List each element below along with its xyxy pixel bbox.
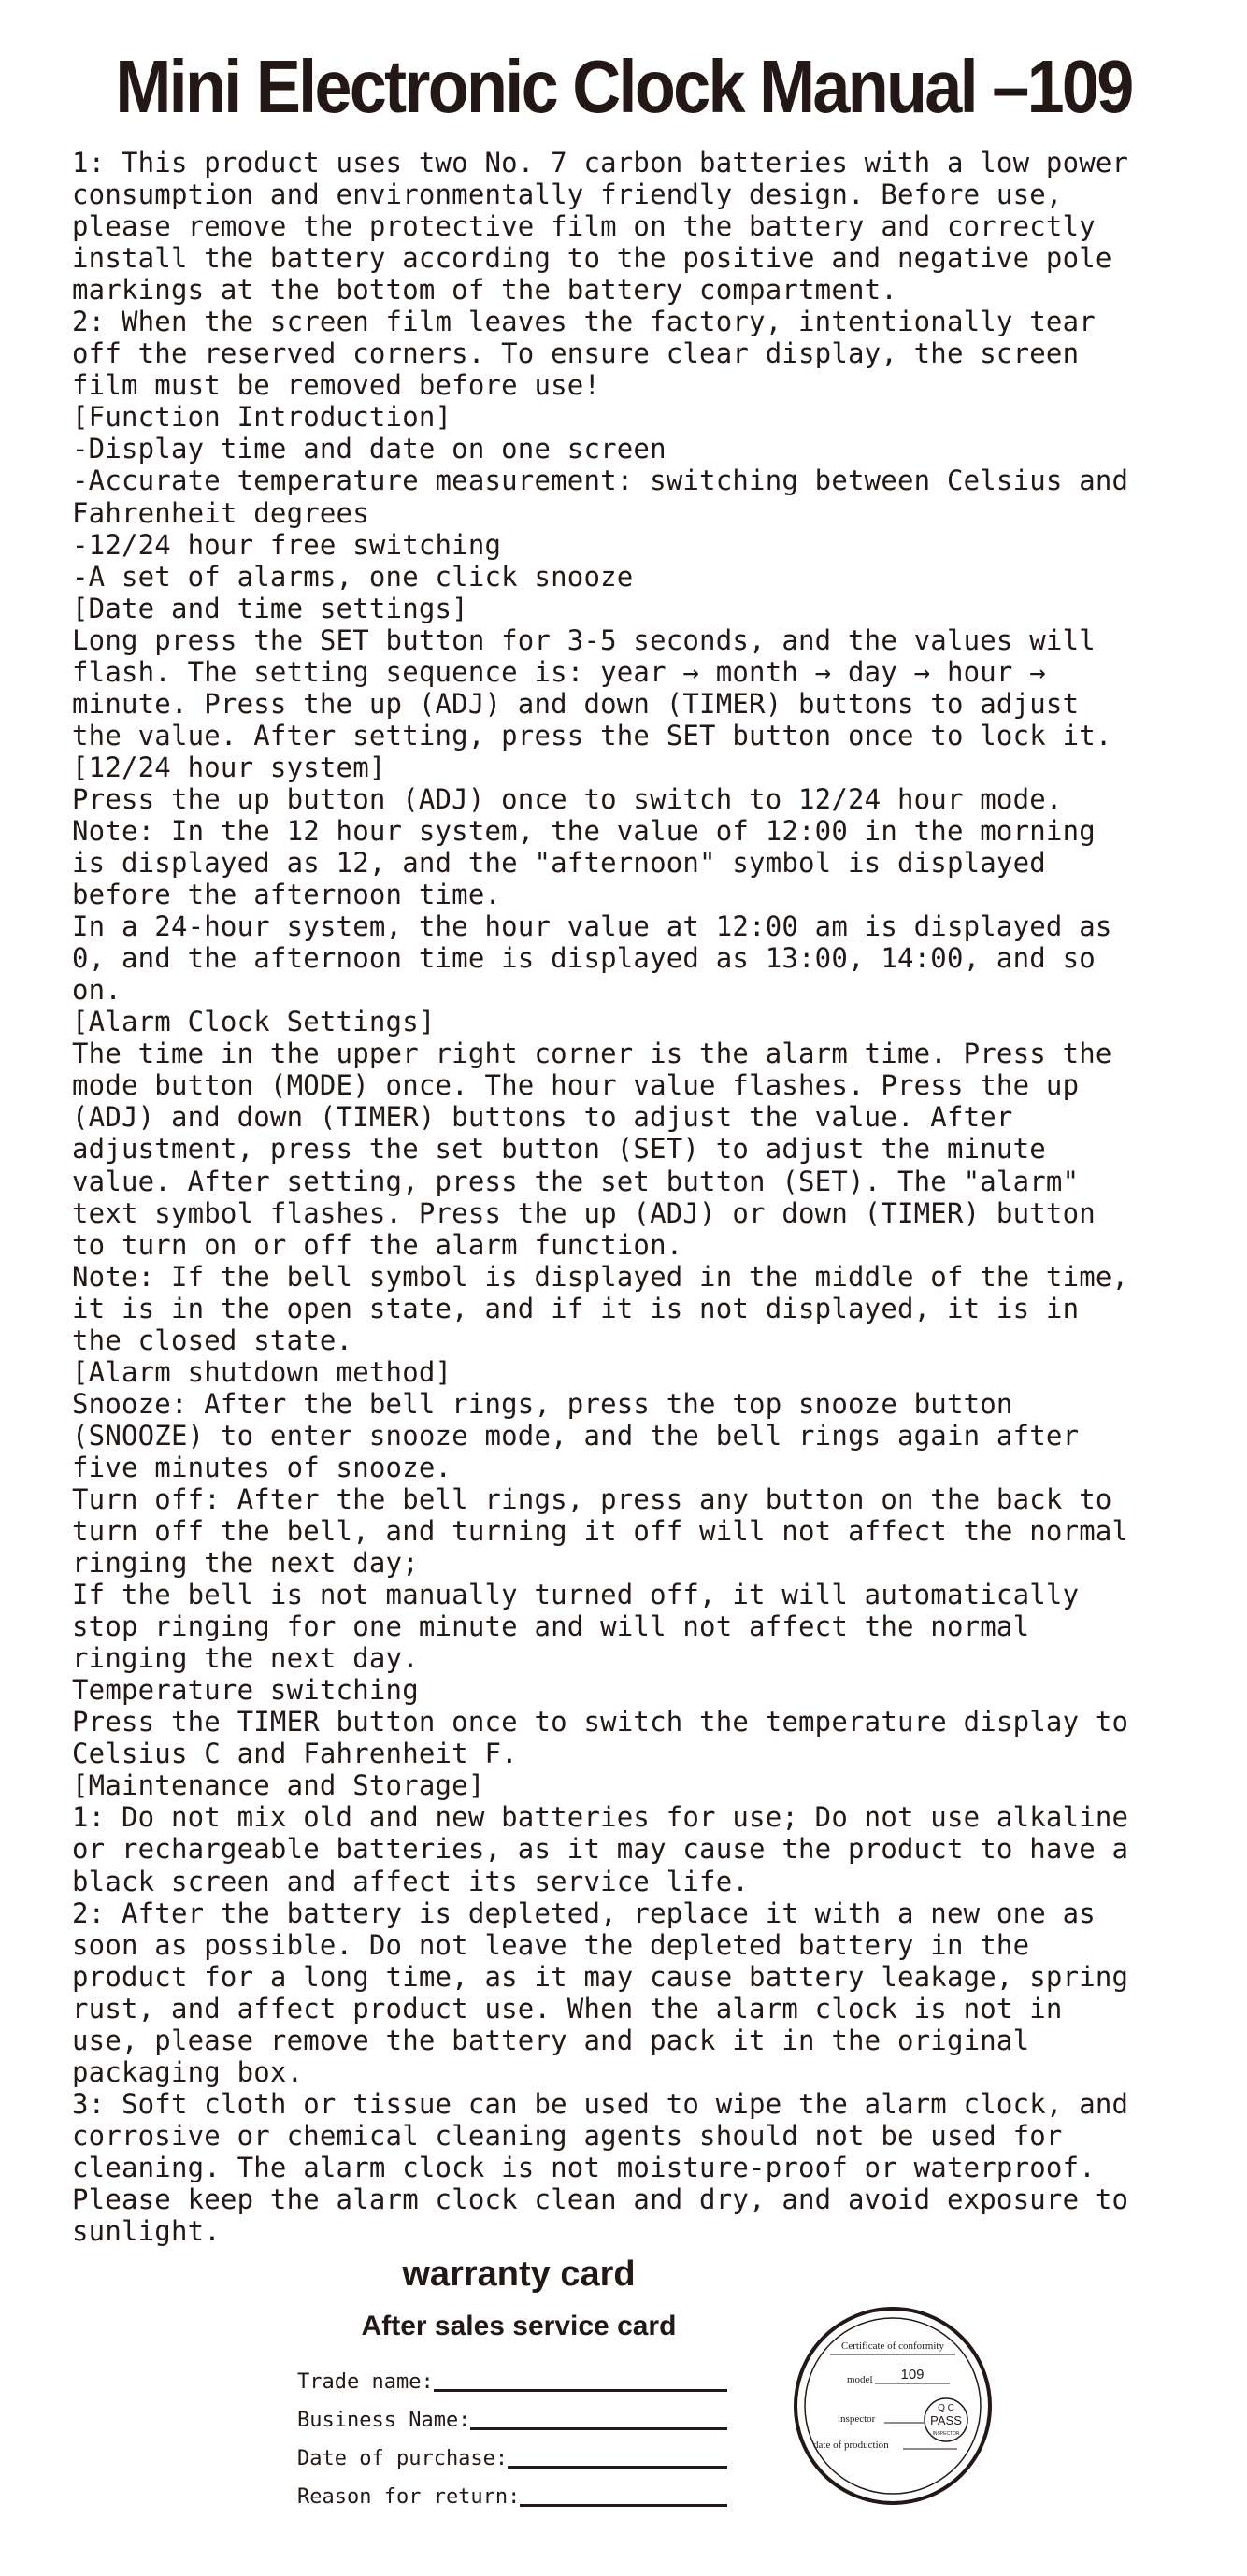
seal-model-label: model — [847, 2374, 873, 2385]
seal-inspector-label: inspector — [838, 2413, 876, 2425]
manual-line: Please keep the alarm clock clean and dry, and avoid exposure to — [72, 2183, 1129, 2215]
manual-line: black screen and affect its service life. — [72, 1865, 750, 1897]
manual-line: Turn off: After the bell rings, press any button on the back to — [72, 1482, 1112, 1515]
manual-line: Celsius C and Fahrenheit F. — [72, 1738, 518, 1770]
manual-line: -Accurate temperature measurement: switching between Celsius and — [72, 465, 1129, 497]
reason-for-return-line — [520, 2504, 727, 2507]
manual-line: [Function Introduction] — [72, 401, 452, 434]
manual-line: please remove the protective film on the battery and correctly — [72, 210, 1096, 243]
manual-line: use, please remove the battery and pack it in the original — [72, 2024, 1030, 2056]
manual-line: rust, and affect product use. When the alarm clock is not in — [72, 1992, 1063, 2025]
manual-line: value. After setting, press the set button (SET). The "alarm" — [72, 1165, 1080, 1197]
manual-line: Fahrenheit degrees — [72, 496, 369, 529]
manual-line: [Alarm Clock Settings] — [72, 1006, 436, 1038]
manual-line: -Display time and date on one screen — [72, 433, 666, 465]
reason-for-return-field — [297, 2475, 727, 2509]
manual-line: the closed state. — [72, 1324, 353, 1356]
manual-line: -12/24 hour free switching — [72, 528, 502, 561]
business-name-field — [297, 2398, 727, 2432]
manual-title: Mini Electronic Clock Manual –109 — [115, 45, 1132, 128]
seal-outer-ring — [796, 2309, 990, 2503]
manual-line: Temperature switching — [72, 1674, 419, 1707]
manual-line: 1: Do not mix old and new batteries for use; Do not use alkaline — [72, 1801, 1129, 1834]
manual-line: text symbol flashes. Press the up (ADJ) or down (TIMER) button — [72, 1196, 1096, 1229]
manual-line: 2: After the battery is depleted, replace it with a new one as — [72, 1896, 1096, 1929]
manual-line: five minutes of snooze. — [72, 1451, 452, 1483]
manual-line: minute. Press the up (ADJ) and down (TIMER) buttons to adjust — [72, 687, 1080, 720]
reason-for-return-label: Reason for return: — [297, 2485, 521, 2509]
manual-line: markings at the bottom of the battery compartment. — [72, 274, 897, 307]
manual-line: before the afternoon time. — [72, 879, 502, 911]
manual-line: [Alarm shutdown method] — [72, 1355, 452, 1388]
manual-line: Snooze: After the bell rings, press the top snooze button — [72, 1387, 1013, 1420]
manual-line: [Date and time settings] — [72, 592, 468, 624]
manual-line: flash. The setting sequence is: year → month → day → hour → — [72, 655, 1046, 688]
manual-line: it is in the open state, and if it is not displayed, it is in — [72, 1292, 1080, 1324]
business-name-label: Business Name: — [297, 2409, 471, 2432]
manual-line: on. — [72, 974, 122, 1007]
manual-line: Note: In the 12 hour system, the value of 12:00 in the morning — [72, 814, 1096, 847]
manual-line: cleaning. The alarm clock is not moisture-proof or waterproof. — [72, 2151, 1096, 2183]
manual-line: 0, and the afternoon time is displayed as 13:00, 14:00, and so — [72, 942, 1096, 975]
manual-line: off the reserved corners. To ensure clear display, the screen — [72, 337, 1080, 370]
manual-line: or rechargeable batteries, as it may cause the product to have a — [72, 1833, 1129, 1866]
manual-line: 3: Soft cloth or tissue can be used to wipe the alarm clock, and — [72, 2087, 1129, 2120]
manual-line: to turn on or off the alarm function. — [72, 1228, 683, 1261]
after-sales-service-title: After sales service card — [361, 2311, 677, 2341]
trade-name-field — [297, 2360, 727, 2394]
manual-line: packaging box. — [72, 2055, 304, 2088]
date-of-purchase-field — [297, 2437, 727, 2470]
qc-stamp-pass: PASS — [930, 2413, 962, 2427]
certificate-of-conformity-seal — [793, 2306, 993, 2506]
manual-line: The time in the upper right corner is the alarm time. Press the — [72, 1038, 1112, 1070]
manual-line: ringing the next day. — [72, 1642, 419, 1675]
manual-body — [72, 147, 1231, 2247]
manual-line: [Maintenance and Storage] — [72, 1769, 485, 1802]
trade-name-line — [434, 2389, 727, 2392]
manual-line: adjustment, press the set button (SET) to adjust the minute — [72, 1133, 1046, 1166]
warranty-card-title: warranty card — [402, 2254, 636, 2294]
trade-name-label: Trade name: — [297, 2370, 434, 2394]
manual-line: Note: If the bell symbol is displayed in the middle of the time, — [72, 1260, 1129, 1293]
date-of-purchase-line — [508, 2466, 727, 2469]
manual-line: Long press the SET button for 3-5 seconds, and the values will — [72, 623, 1096, 656]
manual-line: product for a long time, as it may cause battery leakage, spring — [72, 1960, 1129, 1993]
manual-line: install the battery according to the positive and negative pole — [72, 242, 1112, 275]
manual-line: 2: When the screen film leaves the factory, intentionally tear — [72, 306, 1096, 338]
manual-line: Press the TIMER button once to switch the temperature display to — [72, 1706, 1129, 1739]
manual-line: If the bell is not manually turned off, it will automatically — [72, 1579, 1080, 1611]
manual-line: soon as possible. Do not leave the depleted battery in the — [72, 1928, 1030, 1961]
manual-line: (ADJ) and down (TIMER) buttons to adjust the value. After — [72, 1101, 1013, 1134]
manual-line: sunlight. — [72, 2215, 221, 2248]
manual-line: mode button (MODE) once. The hour value flashes. Press the up — [72, 1069, 1080, 1102]
manual-line: In a 24-hour system, the hour value at 12:00 am is displayed as — [72, 910, 1112, 943]
seal-model-value: 109 — [900, 2367, 924, 2383]
seal-heading: Certificate of conformity — [841, 2340, 944, 2352]
business-name-line — [470, 2427, 727, 2430]
manual-line: consumption and environmentally friendly design. Before use, — [72, 179, 1063, 211]
manual-line: ringing the next day; — [72, 1547, 419, 1580]
manual-line: is displayed as 12, and the "afternoon" symbol is displayed — [72, 847, 1046, 880]
manual-line: the value. After setting, press the SET button once to lock it. — [72, 719, 1112, 751]
manual-line: turn off the bell, and turning it off will not affect the normal — [72, 1515, 1129, 1548]
manual-line: Press the up button (ADJ) once to switch to 12/24 hour mode. — [72, 782, 1063, 815]
date-of-purchase-label: Date of purchase: — [297, 2447, 509, 2470]
manual-line: [12/24 hour system] — [72, 751, 386, 783]
seal-date-label: date of production — [813, 2440, 889, 2451]
manual-line: -A set of alarms, one click snooze — [72, 560, 634, 593]
manual-line: (SNOOZE) to enter snooze mode, and the bell rings again after — [72, 1419, 1080, 1452]
manual-line: corrosive or chemical cleaning agents should not be used for — [72, 2119, 1063, 2152]
manual-line: film must be removed before use! — [72, 369, 601, 402]
qc-stamp-top: Q C — [938, 2403, 954, 2413]
manual-line: stop ringing for one minute and will not affect the normal — [72, 1610, 1030, 1643]
manual-line: 1: This product uses two No. 7 carbon batteries with a low power — [72, 147, 1129, 179]
qc-stamp-bottom: INSPECTOR — [932, 2431, 960, 2437]
